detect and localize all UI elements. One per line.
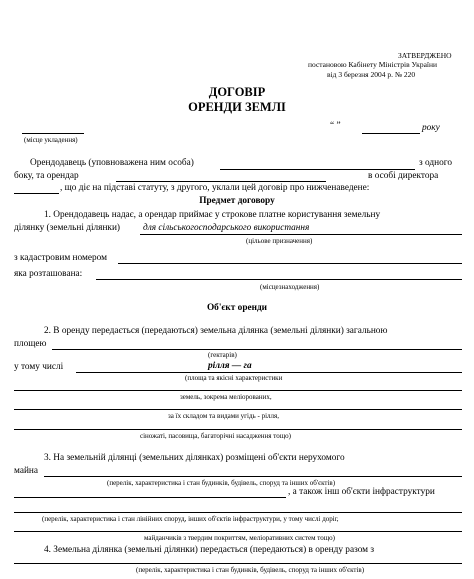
arable-value: рілля — га bbox=[208, 361, 252, 371]
composition-caption: за їх складом та видами угідь - рілля, bbox=[168, 412, 279, 420]
hectares-caption: (гектарів) bbox=[208, 351, 237, 359]
document-title: ДОГОВІР bbox=[208, 85, 266, 99]
parties-line3: , що діє на підставі статуту, з другого, уклали цей договір про нижченаведене: bbox=[60, 183, 370, 193]
lessee-name-line bbox=[116, 181, 326, 182]
parties-line1-end: з одного bbox=[419, 158, 452, 168]
parties-line2-start: боку, та орендар bbox=[14, 171, 79, 181]
heading-object: Об'єкт оренди bbox=[206, 303, 268, 313]
composition-line bbox=[14, 409, 462, 410]
area-label: площею bbox=[14, 339, 47, 349]
date-year-suffix: року bbox=[422, 123, 440, 133]
buildings-line2 bbox=[14, 497, 286, 498]
area-line bbox=[52, 349, 462, 350]
buildings-caption: (перелік, характеристика і стан будинків, будівель, споруд та інших об'єктів) bbox=[107, 479, 336, 487]
place-caption: (місце укладення) bbox=[24, 136, 78, 144]
buildings-line bbox=[44, 476, 462, 477]
date-quote-marks: “ ” bbox=[330, 121, 341, 131]
clause3-text: 3. На земельній ділянці (земельних ділянках) розміщені об'єкти нерухомого bbox=[44, 453, 345, 463]
approval-line-resolution: постановою Кабінету Міністрів України bbox=[308, 60, 438, 69]
clause4-line bbox=[14, 563, 462, 564]
area-quality-caption: (площа та якісні характеристики bbox=[185, 374, 283, 382]
approval-line-date: від 3 березня 2004 р. № 220 bbox=[327, 70, 416, 79]
clause3-line2-start: майна bbox=[14, 466, 39, 476]
land-caption: земель, зокрема меліорованих, bbox=[180, 393, 272, 401]
location-label: яка розташована: bbox=[14, 269, 83, 279]
paved-caption: майданчиків з твердим покриттям, меліоративних систем тощо) bbox=[144, 534, 335, 542]
clause4-text: 4. Земельна ділянка (земельні ділянки) передається (передаються) в оренду разом з bbox=[44, 545, 375, 555]
purpose-caption: (цільове призначення) bbox=[246, 237, 313, 245]
location-line bbox=[96, 279, 462, 280]
paved-line bbox=[14, 531, 462, 532]
infra-text: , а також інш об'єкти інфраструктури bbox=[288, 487, 435, 497]
cadastral-line bbox=[118, 263, 462, 264]
land-line bbox=[14, 390, 462, 391]
approval-stamp-title: ЗАТВЕРДЖЕНО bbox=[398, 51, 452, 60]
lessor-name-line bbox=[220, 169, 415, 170]
clause2-text: 2. В оренду передається (передаються) земельна ділянка (земельні ділянки) загальною bbox=[44, 326, 388, 336]
director-name-line bbox=[14, 193, 59, 194]
purpose-line bbox=[140, 234, 462, 235]
clause1-text: 1. Орендодавець надає, а орендар приймає у строкове платне користування земельну bbox=[44, 210, 381, 220]
clause1-line2-start: ділянку (земельні ділянки) bbox=[14, 223, 121, 233]
location-caption: (місцезнаходження) bbox=[260, 283, 320, 291]
infra-line bbox=[14, 512, 462, 513]
infra-caption: (перелік, характеристика і стан лінійних споруд, інших об'єктів інфраструктури, у тому числі доріг, bbox=[42, 515, 339, 523]
date-line bbox=[362, 133, 420, 134]
heading-subject: Предмет договору bbox=[199, 196, 275, 206]
document-subtitle: ОРЕНДИ ЗЕМЛІ bbox=[188, 100, 286, 114]
cadastral-label: з кадастровим номером bbox=[14, 253, 107, 263]
incl-label: у тому числі bbox=[14, 362, 64, 372]
hayfields-caption: сіножаті, пасовища, багаторічні насадження тощо) bbox=[140, 432, 291, 440]
parties-line2-end: в особі директора bbox=[368, 171, 439, 181]
incl-line bbox=[76, 372, 462, 373]
place-line bbox=[22, 133, 84, 134]
hayfields-line bbox=[14, 429, 462, 430]
purpose-value: для сільськогосподарського використання bbox=[143, 223, 310, 233]
parties-line1-start: Орендодавець (уповноважена ним особа) bbox=[30, 158, 194, 168]
clause4-caption: (перелік, характеристика і стан будинків, будівель, споруд та інших об'єктів) bbox=[136, 566, 365, 574]
